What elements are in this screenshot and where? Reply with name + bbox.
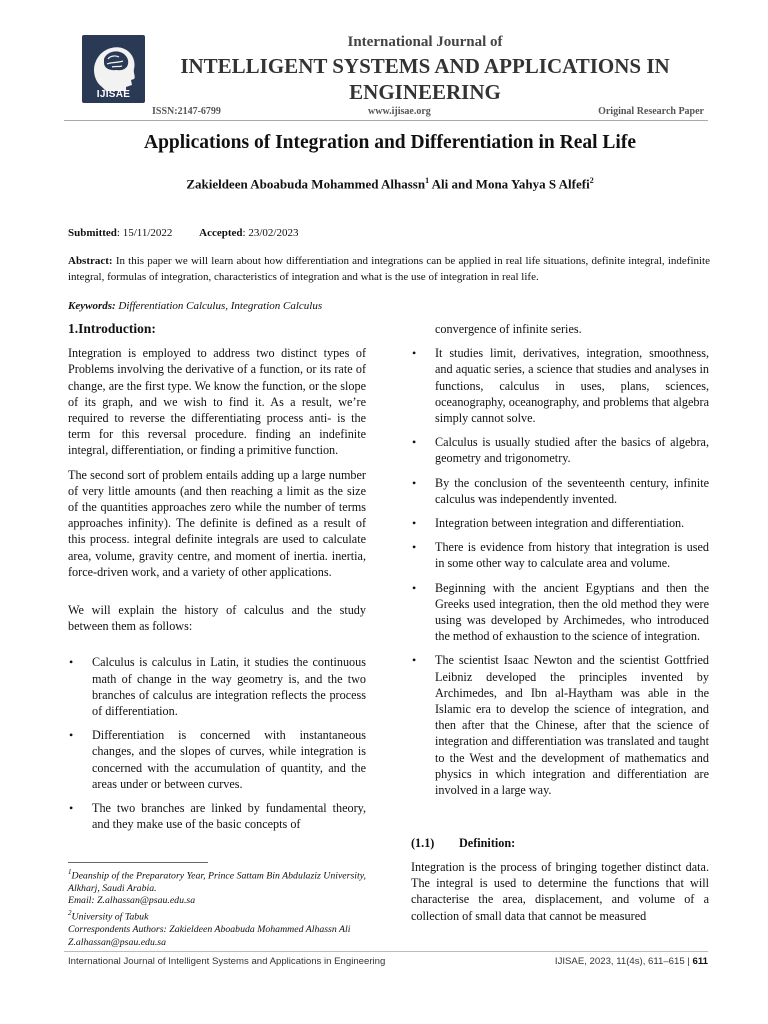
footer-citation	[555, 956, 708, 967]
footnote-1-email: Email: Z.alhassan@psau.edu.sa	[68, 895, 196, 907]
paper-title: Applications of Integration and Differentiation in Real Life	[143, 132, 636, 153]
keywords	[68, 300, 322, 312]
definition-heading	[411, 836, 515, 851]
website-link[interactable]: www.ijisae.org	[368, 106, 431, 117]
abstract-label: Abstract:	[68, 255, 113, 267]
footnote-1: $^1$Deanship of the Preparatory Year, Prince Sattam Bin Abdulaziz University, Alkharj, Saudi Arabia.	[68, 868, 366, 894]
right-column	[411, 321, 709, 806]
issn: ISSN:2147-6799	[152, 106, 221, 117]
corresponding-authors: Correspondents Authors: Zakieldeen Aboabuda Mohammed Alhassn Ali	[68, 924, 351, 936]
list-item: • By the conclusion of the seventeenth century, infinite calculus was independently invented.	[411, 475, 709, 507]
footer-citation-text: IJISAE, 2023, 11(4s), 611–615 |	[554, 956, 690, 967]
journal-name	[160, 53, 690, 105]
footnote-divider	[68, 862, 208, 863]
list-item: • The scientist Isaac Newton and the scientist Gottfried Leibniz developed the principles invented by Archimedes, and Ibn al-Haytham was able in the Islamic era to develop the science of integration, and then after that the Chinese, after that the science of integration and differentiation was translated and taught to the West and the development of mathematics and physics in which integration and differentiation are involved in a large way.	[411, 652, 709, 798]
intro-paragraph-1: Integration is employed to address two distinct types of Problems involving the derivative of a function, or its rate of change, are the first type. We know the function, or the slope of its graph, and we wish to find it. As a result, we’re required to reverse the differentiating process anti- is the term for this reversal procedure. finding an indefinite integral, differentiation, or finding a primitive function.	[68, 346, 366, 458]
list-item: • It studies limit, derivatives, integration, smoothness, and aquatic series, a science that studies and analyses in functions, calculus in uses, plans, sciences, oceanography, oceanography, and problems that algebra simply cannot solve.	[411, 345, 709, 426]
intro-paragraph-2: The second sort of problem entails adding up a large number of very little amounts (and then reaching a limit as the size of the quantities approaches zero while the number of terms approaches infinity). The definite is defined as a result of this process. integral definite integrals are used to calculate area, volume, gravity centre, and moment of inertia. inertia, force-driven work, and a variety of other applications.	[68, 467, 366, 579]
header-divider	[64, 120, 708, 121]
accepted-label: Accepted	[199, 227, 243, 239]
history-bullet-list	[68, 654, 366, 832]
journal-of-label: International Journal of	[347, 34, 503, 50]
journal-logo	[82, 35, 145, 103]
intro-paragraph-3: We will explain the history of calculus and the study between them as follows:	[68, 603, 366, 634]
continuation-text: convergence of infinite series.	[435, 322, 582, 336]
footnotes	[68, 866, 366, 949]
submitted-label: Submitted	[68, 227, 117, 239]
footer-divider	[64, 951, 708, 952]
corresponding-email: Z.alhassan@psau.edu.sa	[68, 936, 167, 948]
submission-dates	[68, 227, 298, 239]
list-item: • Calculus is calculus in Latin, it studies the continuous math of change in the way geometry is, and the two branches of calculus are integration reflects the process of differentiation.	[68, 654, 366, 719]
page-number: 611	[692, 956, 708, 967]
logo-text: IJISAE	[96, 89, 131, 100]
list-item: • Beginning with the ancient Egyptians and then the Greeks used integration, then the old method they were using was developed by Archimedes, who introduced the method of exhaustion to the science of integration.	[411, 580, 709, 645]
journal-name-line2: ENGINEERING	[349, 80, 501, 104]
author-2: Ali and Mona Yahya S Alfefi	[429, 176, 590, 192]
accepted-date: : 23/02/2023	[242, 227, 299, 239]
submitted-date: : 15/11/2022	[116, 227, 173, 239]
list-item: • There is evidence from history that integration is used in some other way to calculate area and volume.	[411, 539, 709, 571]
author-1: Zakieldeen Aboabuda Mohammed Alhassn	[186, 176, 426, 192]
paper-type: Original Research Paper	[598, 106, 704, 117]
authors	[60, 176, 720, 192]
footer-journal-name: International Journal of Intelligent Systems and Applications in Engineering	[68, 956, 386, 967]
definition-paragraph: Integration is the process of bringing together distinct data. The integral is used to determine the functions that will characterise the area, displacement, and volume of a collection of small data that cannot be measured	[411, 860, 709, 923]
abstract-text: In this paper we will learn about how differentiation and integrations can be applied in real life situations, definite integral, indefinite integral, formulas of integration, characteristics of integration and what is the use of integration in real life.	[68, 255, 710, 283]
list-item: • Differentiation is concerned with instantaneous changes, and the slopes of curves, while integration is concerned with the accumulation of quantity, and the areas under or between curves.	[68, 727, 366, 792]
keywords-text: Differentiation Calculus, Integration Calculus	[115, 300, 323, 312]
keywords-label: Keywords:	[68, 300, 116, 312]
author-1-affiliation: 1	[425, 176, 430, 185]
calculus-bullet-list	[411, 345, 709, 798]
abstract	[68, 254, 710, 285]
footnote-2: $^2$University of Tabuk	[68, 909, 149, 923]
definition-number: (1.1)	[411, 836, 435, 850]
section-heading-introduction: 1.Introduction:	[68, 321, 156, 336]
list-item: • Calculus is usually studied after the basics of algebra, geometry and trigonometry.	[411, 434, 709, 466]
journal-name-line1: INTELLIGENT SYSTEMS AND APPLICATIONS IN	[180, 54, 670, 78]
list-item: • The two branches are linked by fundamental theory, and they make use of the basic concepts of	[68, 800, 366, 832]
definition-title: Definition:	[459, 836, 516, 850]
list-item: • Integration between integration and differentiation.	[411, 515, 709, 531]
author-2-affiliation: 2	[589, 176, 594, 185]
left-column	[68, 321, 366, 840]
